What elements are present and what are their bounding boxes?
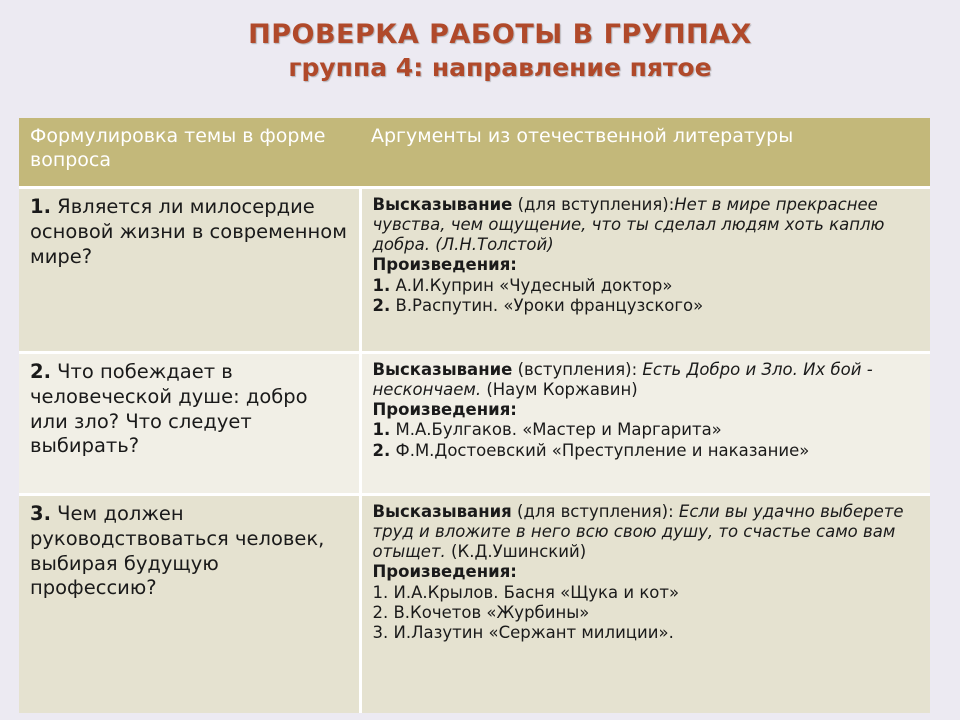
work-number: 2. (372, 440, 391, 460)
title-subtitle: группа 4: направление пятое (288, 52, 712, 82)
arguments-cell (360, 188, 930, 353)
question-text: Является ли милосердие основой жизни в современном мире? (30, 195, 347, 268)
question-cell (19, 188, 360, 353)
work-text: Ф.М.Достоевский «Преступление и наказание» (390, 440, 810, 460)
quote-label: Высказывания (372, 502, 512, 521)
work-text: В.Распутин. «Уроки французского» (390, 295, 704, 315)
table-row (19, 188, 930, 353)
title-main: ПРОВЕРКА РАБОТЫ В ГРУППАХ (248, 19, 752, 50)
work-number: 2. (372, 295, 391, 315)
works-label: Произведения: (372, 562, 517, 582)
quote-author: (К.Д.Ушинский) (445, 542, 587, 562)
quote-text: Если вы удачно выберете труд и вложите в него всю свою душу, то счастье само вам отыщет. (372, 502, 904, 562)
table-row (19, 353, 930, 495)
quote-context: (для вступления): (512, 195, 675, 214)
works-label: Произведения: (372, 255, 517, 275)
quote-text: Нет в мире прекраснее чувства, чем ощущение, что ты сделал людям хоть каплю добра. (Л.Н.Толстой) (372, 195, 885, 255)
question-number: 1. (30, 195, 51, 218)
table-header-row (19, 118, 930, 188)
quote-text: Есть Добро и Зло. Их бой - нескончаем. (372, 360, 873, 400)
arguments-cell (360, 353, 930, 495)
table-row (19, 495, 930, 714)
header-arguments: Аргументы из отечественной литературы (360, 118, 930, 188)
work-number: 1. (372, 275, 391, 295)
quote-context: (вступления): (512, 360, 643, 379)
slide-title (0, 18, 960, 83)
question-text: Что побеждает в человеческой душе: добро или зло? Что следует выбирать? (30, 360, 308, 458)
question-number: 3. (30, 502, 51, 525)
quote-author: (Наум Коржавин) (481, 380, 638, 400)
question-cell (19, 495, 360, 714)
work-text: М.А.Булгаков. «Мастер и Маргарита» (390, 420, 722, 440)
work-item (373, 276, 921, 296)
header-topic: Формулировка темы в форме вопроса (19, 118, 360, 188)
work-number: 1. (372, 420, 391, 440)
topics-table (19, 118, 930, 713)
quote-label: Высказывание (372, 360, 513, 379)
question-cell (19, 353, 360, 495)
quote-context: (для вступления): (511, 502, 679, 521)
work-item: 1. И.А.Крылов. Басня «Щука и кот» (372, 582, 680, 602)
question-number: 2. (30, 360, 51, 383)
work-item: 2. В.Кочетов «Журбины» (372, 602, 590, 622)
works-label: Произведения: (372, 400, 517, 420)
quote-label: Высказывание (372, 195, 513, 214)
question-text: Чем должен руководствоваться человек, выбирая будущую профессию? (30, 502, 325, 600)
work-item (373, 296, 921, 316)
arguments-cell (360, 495, 930, 714)
work-text: А.И.Куприн «Чудесный доктор» (390, 275, 673, 295)
work-item (373, 441, 921, 461)
work-item (373, 420, 921, 440)
work-item: 3. И.Лазутин «Сержант милиции». (372, 622, 674, 642)
